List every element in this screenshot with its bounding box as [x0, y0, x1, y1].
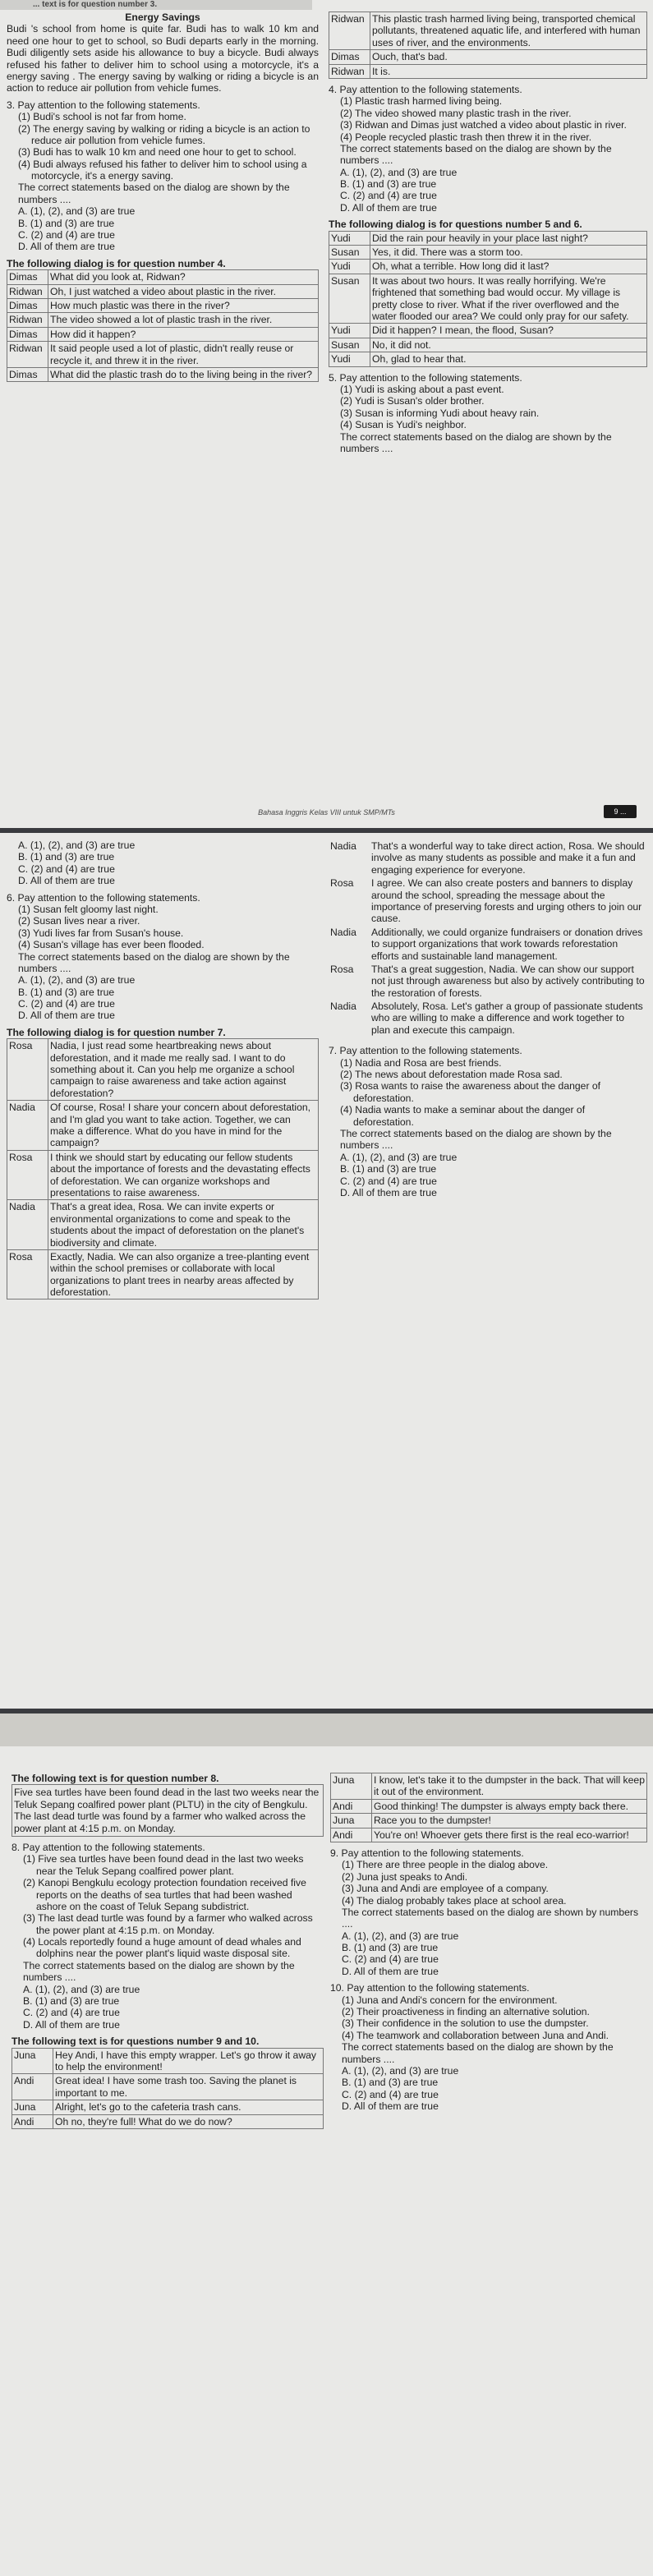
question-8 [11, 1842, 324, 2031]
dialog-line [12, 2074, 324, 2100]
answer-option: A. (1), (2), and (3) are true [340, 1151, 458, 1163]
speaker-name: Dimas [7, 327, 48, 341]
top-strip: ... text is for question number 3. [0, 0, 312, 10]
question-8-heading: The following text is for question number 8. [11, 1773, 219, 1784]
question-4-heading: The following dialog is for question number 4. [7, 257, 226, 269]
answer-lead: The correct statements based on the dialog are shown by the numbers .... [340, 142, 612, 167]
speaker-name: Susan [329, 338, 370, 352]
dialog-question-5-6 [329, 231, 647, 367]
page-footer: Bahasa Inggris Kelas VIII untuk SMP/MTs [258, 808, 395, 816]
statement-item: (2) Juna just speaks to Andi. [342, 1870, 468, 1883]
statement-item: (3) The last dead turtle was found by a farmer who walked across the power plant at 4:15 p.m. on Monday. [23, 1912, 313, 1936]
dialog-line [329, 246, 647, 260]
dialog-question-9-10-continued [330, 1773, 647, 1842]
speaker-name: Andi [331, 1828, 372, 1842]
dialog-text: The video showed a lot of plastic trash in the river. [48, 313, 319, 327]
question-8-text: Five sea turtles have been found dead in the last two weeks near the Teluk Sepang coalfired power plant (PLTU) in the city of Bengkulu. The last dead turtle was found by a farmer who walked across the power plant at 4:15 p.m. on Monday. [11, 1784, 324, 1837]
answer-lead: The correct statements based on the dialog are shown by the numbers .... [342, 2041, 614, 2065]
answer-option: C. (2) and (4) are true [340, 1175, 437, 1187]
speaker-name: Andi [12, 2074, 53, 2100]
speaker-name: Juna [12, 2048, 53, 2074]
speaker-name: Rosa [7, 1039, 48, 1101]
dialog-text: Oh, I just watched a video about plastic in the river. [48, 284, 319, 298]
dialog-text: Exactly, Nadia. We can also organize a tree-planting event within the school premises or collaborate with local organizations to plant trees in nearby areas affected by deforestation. [48, 1249, 319, 1300]
speaker-name: Rosa [330, 963, 354, 975]
page-1 [0, 0, 653, 828]
answer-option: B. (1) and (3) are true [340, 178, 437, 191]
speaker-name: Ridwan [7, 313, 48, 327]
statement-item: (2) The news about deforestation made Rosa sad. [340, 1069, 563, 1081]
speaker-name: Yudi [329, 260, 370, 274]
dialog-line [331, 1773, 647, 1800]
answer-lead: The correct statements based on the dialog are shown by the numbers .... [18, 182, 290, 205]
speaker-name: Yudi [329, 324, 370, 338]
speaker-name: Yudi [329, 231, 370, 245]
dialog-line [12, 2100, 324, 2114]
answer-option: D. All of them are true [18, 241, 115, 253]
dialog-line [329, 12, 647, 50]
speaker-name: Nadia [7, 1101, 48, 1151]
speaker-name: Nadia [330, 1000, 356, 1013]
statement-item: (3) Susan is informing Yudi about heavy rain. [340, 407, 540, 419]
question-stem: 3. Pay attention to the following statements. [7, 99, 200, 111]
dialog-line [7, 284, 319, 298]
speaker-name: Yudi [329, 352, 370, 366]
dialog-text: That's a wonderful way to take direct action, Rosa. We should involve as many students as possible and make it a fun and engaging experience for everyone. [371, 840, 645, 876]
dialog-line [7, 298, 319, 312]
answer-option: B. (1) and (3) are true [23, 1995, 120, 2008]
dialog-text: It is. [370, 64, 647, 78]
answer-option: A. (1), (2), and (3) are true [340, 166, 458, 178]
answer-option: D. All of them are true [340, 1186, 437, 1198]
answer-option: A. (1), (2), and (3) are true [18, 205, 136, 218]
statement-item: (3) Rosa wants to raise the awareness about the danger of deforestation. [340, 1080, 601, 1104]
answer-option: D. All of them are true [340, 201, 437, 214]
question-7-heading: The following dialog is for question number 7. [7, 1026, 226, 1038]
statement-item: (1) Plastic trash harmed living being. [340, 95, 503, 108]
statement-item: (4) Budi always refused his father to deliver him to school using a motorcycle, it's a energy saving. [18, 158, 307, 182]
question-4 [329, 84, 647, 214]
energy-savings-title: Energy Savings [125, 12, 200, 23]
dialog-line [329, 876, 647, 926]
answer-option: C. (2) and (4) are true [18, 998, 115, 1010]
dialog-line [7, 342, 319, 368]
answer-option: B. (1) and (3) are true [342, 2077, 439, 2089]
dialog-text: Additionally, we could organize fundraisers or donation drives to support organizations that work towards reforestation efforts and sustainable land management. [371, 926, 643, 962]
speaker-name: Nadia [330, 926, 356, 938]
question-10 [330, 1982, 647, 2112]
dialog-line [7, 327, 319, 341]
answer-option: A. (1), (2), and (3) are true [342, 1930, 459, 1942]
question-stem: 8. Pay attention to the following statements. [11, 1841, 205, 1853]
dialog-text: It was about two hours. It was really horrifying. We're frightened that something bad would occur. My village is pretty close to river. What if the river overflowed and the water flooded our area? We could only pray for our safety. [370, 274, 647, 324]
speaker-name: Susan [329, 246, 370, 260]
statement-item: (3) Yudi lives far from Susan's house. [18, 927, 184, 939]
speaker-name: Juna [331, 1773, 372, 1800]
dialog-line [329, 1000, 647, 1037]
dialog-text: Oh no, they're full! What do we do now? [53, 2114, 324, 2128]
dialog-line [7, 270, 319, 284]
dialog-question-4 [7, 269, 319, 382]
question-stem: 9. Pay attention to the following statements. [330, 1847, 524, 1859]
dialog-text: I agree. We can also create posters and banners to display around the school, spreading the message about the importance of preserving forests and urging others to join our cause. [371, 877, 642, 925]
statement-item: (2) Susan lives near a river. [18, 915, 140, 927]
page3-left-column [11, 1714, 324, 2576]
dialog-text: I know, let's take it to the dumpster in the back. That will keep it out of the environment. [372, 1773, 647, 1800]
dialog-line [329, 963, 647, 1000]
page2-left-column [7, 833, 319, 1709]
dialog-question-4-continued [329, 12, 647, 79]
dialog-line [7, 313, 319, 327]
answer-option: D. All of them are true [23, 2018, 120, 2031]
answer-lead: The correct statements based on the dialog are shown by numbers .... [342, 1906, 639, 1930]
page-3 [0, 1714, 653, 2576]
speaker-name: Andi [12, 2114, 53, 2128]
answer-option: D. All of them are true [342, 2100, 439, 2113]
dialog-text: Oh, glad to hear that. [370, 352, 647, 366]
energy-savings-text: Budi 's school from home is quite far. Budi has to walk 10 km and need one hour to get to school, so Budi departs early in the morning. Budi diligently sets aside his allowance to buy a bicycle. Budi always refused his father to deliver him to school using a motorcycle, it's a energy saving . The energy saving by walking or riding a bicycle is an action to reduce air pollution from vehicle fumes. [7, 23, 319, 94]
statement-item: (3) Their confidence in the solution to use the dumpster. [342, 2017, 589, 2030]
question-stem: 5. Pay attention to the following statements. [329, 371, 522, 384]
statement-item: (3) Juna and Andi are employee of a company. [342, 1883, 549, 1895]
statement-item: (3) Budi has to walk 10 km and need one hour to get to school. [18, 146, 297, 159]
speaker-name: Juna [331, 1814, 372, 1828]
speaker-name: Dimas [329, 50, 370, 64]
statement-item: (2) Yudi is Susan's older brother. [340, 395, 485, 407]
answer-option: C. (2) and (4) are true [18, 862, 115, 875]
question-7 [329, 1045, 647, 1198]
answer-option: B. (1) and (3) are true [18, 986, 115, 998]
speaker-name: Ridwan [7, 342, 48, 368]
dialog-line [329, 64, 647, 78]
dialog-text: It said people used a lot of plastic, didn't really reuse or recycle it, and threw it in the river. [48, 342, 319, 368]
speaker-name: Dimas [7, 298, 48, 312]
statement-item: (4) The teamwork and collaboration between Juna and Andi. [342, 2029, 609, 2041]
dialog-line [329, 926, 647, 963]
dialog-line [12, 2114, 324, 2128]
statement-item: (4) Susan is Yudi's neighbor. [340, 419, 467, 431]
statement-item: (4) People recycled plastic trash then threw it in the river. [340, 131, 592, 143]
answer-option: B. (1) and (3) are true [18, 851, 115, 863]
dialog-line [12, 2048, 324, 2074]
answer-option: C. (2) and (4) are true [23, 2007, 120, 2019]
speaker-name: Rosa [7, 1150, 48, 1200]
page-2 [0, 833, 653, 1709]
dialog-text: Great idea! I have some trash too. Saving the planet is important to me. [53, 2074, 324, 2100]
question-9-10-heading: The following text is for questions number 9 and 10. [11, 2036, 260, 2048]
question-stem: 10. Pay attention to the following statements. [330, 1982, 530, 1994]
dialog-line [7, 1150, 319, 1200]
dialog-text: Hey Andi, I have this empty wrapper. Let's go throw it away to help the environment! [53, 2048, 324, 2074]
statement-item: (4) Locals reportedly found a huge amount of dead whales and dolphins near the power plant's liquid waste disposal site. [23, 1936, 301, 1960]
dialog-text: What did you look at, Ridwan? [48, 270, 319, 284]
statement-item: (3) Ridwan and Dimas just watched a video about plastic in river. [340, 119, 627, 131]
question-5 [329, 372, 647, 455]
dialog-text: What did the plastic trash do to the living being in the river? [48, 367, 319, 381]
statement-item: (1) Juna and Andi's concern for the environment. [342, 1994, 558, 2006]
question-5-6-heading: The following dialog is for questions number 5 and 6. [329, 218, 582, 231]
dialog-text: Good thinking! The dumpster is always empty back there. [372, 1799, 647, 1813]
statement-item: (1) Budi's school is not far from home. [18, 111, 186, 123]
dialog-text: Race you to the dumpster! [372, 1814, 647, 1828]
statement-item: (1) Nadia and Rosa are best friends. [340, 1056, 502, 1069]
dialog-line [329, 260, 647, 274]
answer-option: A. (1), (2), and (3) are true [23, 1983, 140, 1995]
dialog-text: Did the rain pour heavily in your place last night? [370, 231, 647, 245]
speaker-name: Dimas [7, 270, 48, 284]
page1-right-column [329, 0, 647, 828]
answer-option: D. All of them are true [18, 1010, 115, 1022]
dialog-text: Alright, let's go to the cafeteria trash cans. [53, 2100, 324, 2114]
dialog-line [7, 1101, 319, 1151]
speaker-name: Ridwan [329, 64, 370, 78]
page3-right-column [330, 1714, 647, 2576]
speaker-name: Ridwan [7, 284, 48, 298]
page2-right-column [329, 833, 647, 1709]
speaker-name: Rosa [7, 1249, 48, 1300]
statement-item: (4) Susan's village has ever been flooded. [18, 939, 205, 951]
dialog-text: How did it happen? [48, 327, 319, 341]
question-3 [7, 99, 319, 253]
statement-item: (1) There are three people in the dialog above. [342, 1859, 549, 1871]
dialog-line [329, 352, 647, 366]
answer-option: A. (1), (2), and (3) are true [342, 2064, 459, 2077]
dialog-text: That's a great suggestion, Nadia. We can show our support not just through awareness but also by actively contributing to the restoration of forests. [371, 963, 645, 999]
speaker-name: Susan [329, 274, 370, 324]
answer-option: C. (2) and (4) are true [340, 190, 437, 202]
page-number-badge: 9 ... [604, 805, 637, 818]
dialog-line [331, 1814, 647, 1828]
answer-lead: The correct statements based on the dialog are shown by the numbers .... [340, 1127, 612, 1152]
question-stem: 7. Pay attention to the following statements. [329, 1045, 522, 1057]
answer-option: C. (2) and (4) are true [342, 1953, 439, 1966]
answer-lead: The correct statements based on the dialog are shown by the numbers .... [23, 1959, 295, 1984]
dialog-line [331, 1799, 647, 1813]
statement-item: (1) Yudi is asking about a past event. [340, 383, 504, 395]
speaker-name: Dimas [7, 367, 48, 381]
speaker-name: Ridwan [329, 12, 370, 50]
dialog-text: Absolutely, Rosa. Let's gather a group of passionate students who are willing to make a difference and work together to plan and execute this campaign. [371, 1000, 643, 1036]
answer-option: D. All of them are true [18, 875, 115, 887]
dialog-text: How much plastic was there in the river? [48, 298, 319, 312]
question-5-options [7, 840, 319, 887]
question-stem: 4. Pay attention to the following statements. [329, 83, 522, 95]
question-stem: 6. Pay attention to the following statements. [7, 891, 200, 904]
dialog-text: That's a great idea, Rosa. We can invite experts or environmental organizations to come and speak to the students about the impact of deforestation on the planet's biodiversity and climate. [48, 1200, 319, 1250]
speaker-name: Juna [12, 2100, 53, 2114]
dialog-text: No, it did not. [370, 338, 647, 352]
dialog-text: Did it happen? I mean, the flood, Susan? [370, 324, 647, 338]
dialog-text: You're on! Whoever gets there first is the real eco-warrior! [372, 1828, 647, 1842]
dialog-line [7, 1249, 319, 1300]
dialog-text: Oh, what a terrible. How long did it last? [370, 260, 647, 274]
dialog-line [7, 1200, 319, 1250]
dialog-text: I think we should start by educating our fellow students about the importance of forests and the devastating effects of deforestation. We can organize workshops and presentations to raise awareness. [48, 1150, 319, 1200]
dialog-line [329, 231, 647, 245]
answer-option: C. (2) and (4) are true [18, 229, 115, 242]
question-9 [330, 1847, 647, 1977]
speaker-name: Nadia [7, 1200, 48, 1250]
dialog-text: Nadia, I just read some heartbreaking news about deforestation, and it made me really sad. I want to do something about it. Can you help me organize a school campaign to raise awareness and take action against deforestation? [48, 1039, 319, 1101]
answer-option: C. (2) and (4) are true [342, 2088, 439, 2100]
answer-option: D. All of them are true [342, 1965, 439, 1977]
statement-item: (2) The energy saving by walking or riding a bicycle is an action to reduce air pollution from vehicle fumes. [18, 122, 310, 146]
speaker-name: Nadia [330, 840, 356, 852]
dialog-text: Of course, Rosa! I share your concern about deforestation, and I'm glad you want to take action. Together, we can make a difference. What do you have in mind for the campaign? [48, 1101, 319, 1151]
answer-option: B. (1) and (3) are true [18, 217, 115, 229]
answer-option: A. (1), (2), and (3) are true [18, 974, 136, 987]
page1-left-column [7, 0, 319, 828]
statement-item: (2) Their proactiveness in finding an alternative solution. [342, 2006, 590, 2018]
speaker-name: Andi [331, 1799, 372, 1813]
dialog-question-7 [7, 1038, 319, 1300]
dialog-question-9-10 [11, 2048, 324, 2129]
statement-item: (2) The video showed many plastic trash in the river. [340, 107, 572, 119]
dialog-text: Yes, it did. There was a storm too. [370, 246, 647, 260]
dialog-line [329, 840, 647, 876]
q5-options-list [7, 840, 319, 887]
speaker-name: Rosa [330, 877, 354, 890]
dialog-question-7-continued [329, 840, 647, 1037]
dialog-line [331, 1828, 647, 1842]
dialog-line [329, 324, 647, 338]
dialog-text: Ouch, that's bad. [370, 50, 647, 64]
question-6 [7, 892, 319, 1022]
dialog-line [329, 338, 647, 352]
answer-option: B. (1) and (3) are true [342, 1942, 439, 1954]
answer-option: B. (1) and (3) are true [340, 1163, 437, 1175]
dialog-line [7, 1039, 319, 1101]
answer-option: A. (1), (2), and (3) are true [18, 840, 136, 851]
statement-item: (2) Kanopi Bengkulu ecology protection foundation received five reports on the deaths of sea turtles that had been washed ashore on the coast of Teluk Sepang subdistrict. [23, 1877, 306, 1912]
dialog-line [329, 50, 647, 64]
dialog-text: This plastic trash harmed living being, transported chemical pollutants, threatened aquatic life, and interfered with human uses of river, and the environments. [370, 12, 647, 50]
statement-item: (4) The dialog probably takes place at school area. [342, 1894, 567, 1907]
dialog-line [329, 274, 647, 324]
statement-item: (1) Susan felt gloomy last night. [18, 903, 159, 915]
dialog-line [7, 367, 319, 381]
answer-lead: The correct statements based on the dialog are shown by the numbers .... [18, 950, 290, 974]
statement-item: (4) Nadia wants to make a seminar about the danger of deforestation. [340, 1104, 586, 1128]
statement-item: (1) Five sea turtles have been found dead in the last two weeks near the Teluk Sepang coalfired power plant. [23, 1853, 304, 1877]
answer-lead: The correct statements based on the dialog are shown by the numbers .... [340, 430, 612, 454]
